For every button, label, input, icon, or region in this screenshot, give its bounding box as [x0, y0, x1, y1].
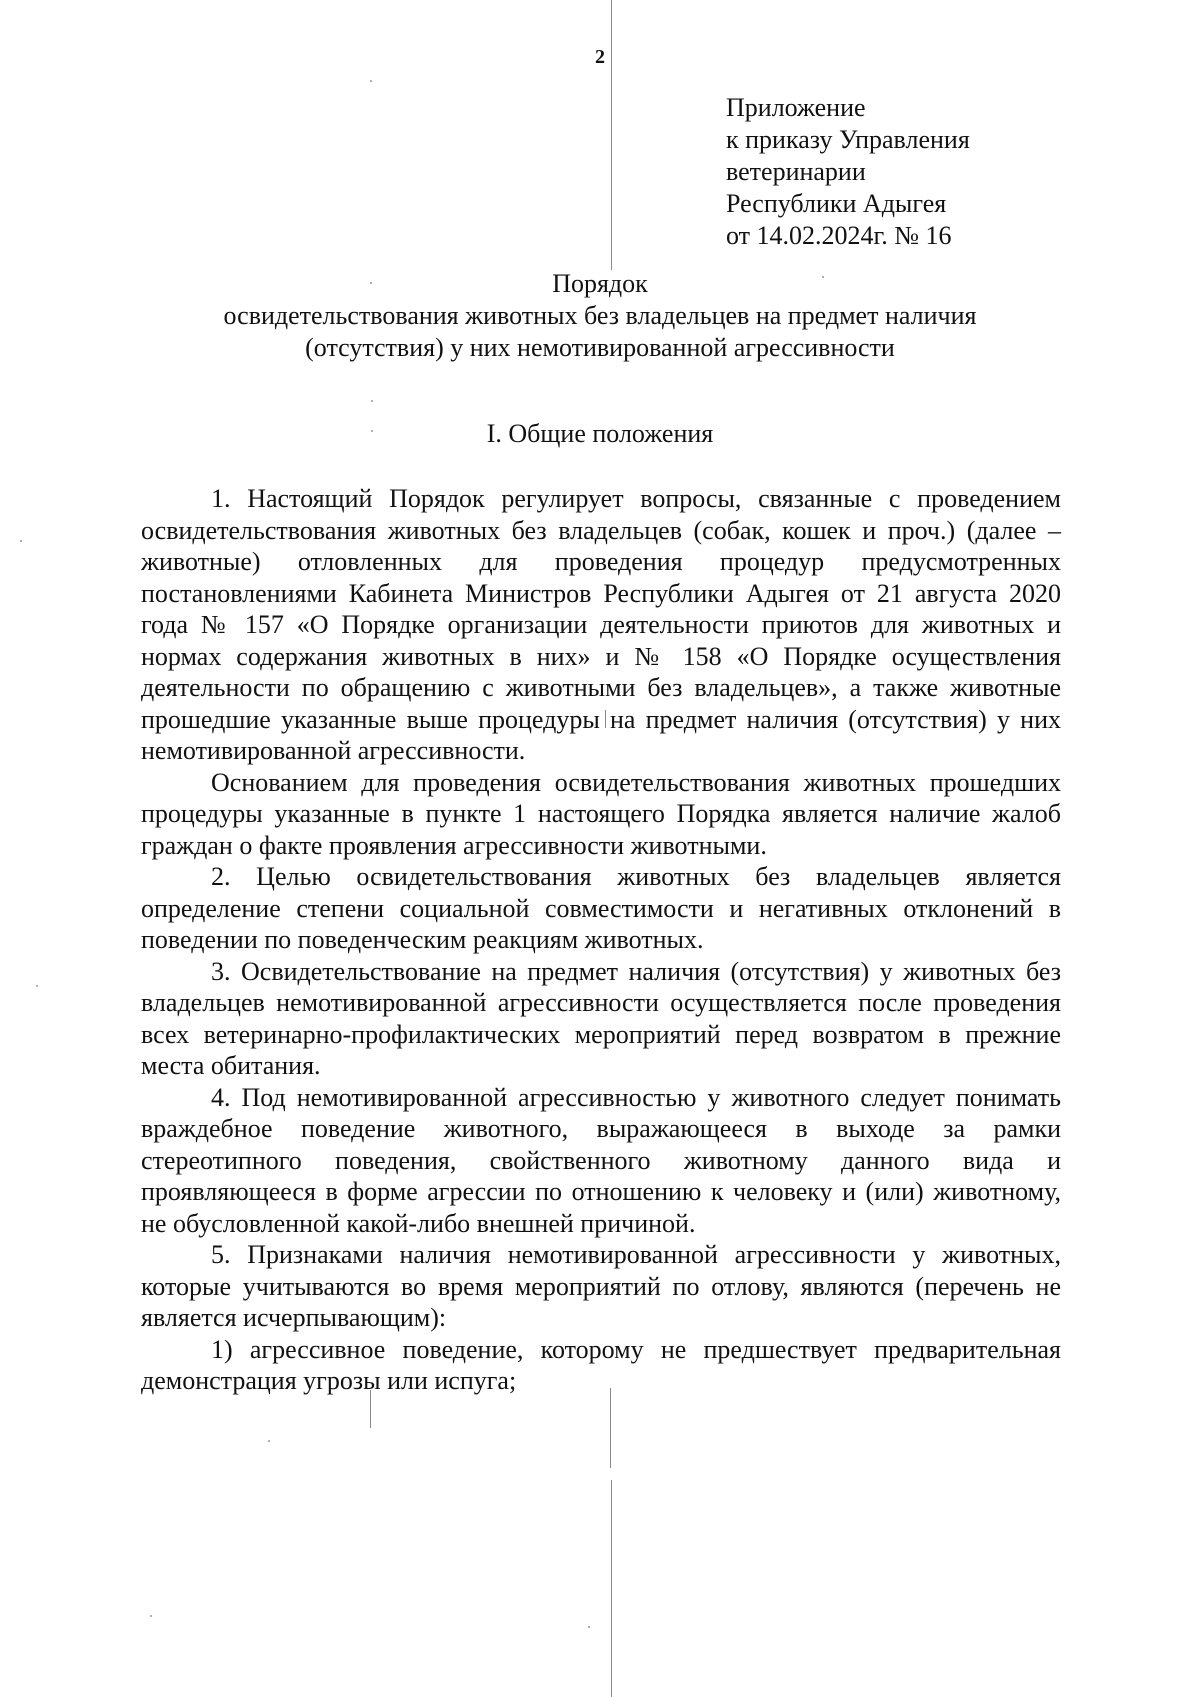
scan-dot [588, 1626, 590, 1628]
page-number: 2 [595, 46, 605, 68]
scan-dot [371, 400, 373, 402]
document-body [141, 483, 1061, 1397]
section-heading: I. Общие положения [486, 419, 714, 448]
title-line: Порядок [552, 269, 648, 298]
paragraph-basis: Основанием для проведения освидетельствования животных прошедших процедуры указанные в пункте 1 настоящего Порядка является наличие жалоб граждан о факте проявления агрессивности животными. [141, 767, 1061, 860]
appendix-line: Республики Адыгея [726, 189, 947, 218]
paragraph-5-item-1: 1) агрессивное поведение, которому не предшествует предварительная демонстрация угрозы или испуга; [141, 1334, 1061, 1395]
scan-line [611, 0, 612, 270]
title-line: освидетельствования животных без владельцев на предмет наличия [223, 301, 977, 330]
paragraph-2: 2. Целью освидетельствования животных без владельцев является определение степени социальной совместимости и негативных отклонений в поведении по поведенческим реакциям животных. [141, 862, 1061, 954]
scan-dot [20, 540, 22, 542]
paragraph-5: 5. Признаками наличия немотивированной агрессивности у животных, которые учитываются во время мероприятий по отлову, являются (перечень не является исчерпывающим): [141, 1240, 1061, 1332]
paragraph-4: 4. Под немотивированной агрессивностью у животного следует понимать враждебное поведение животного, выражающееся в выходе за рамки стереотипного поведения, свойственного животному данного вида и проявляющееся в форме агрессии по отношению к человеку и (или) животному, не обусловленной какой-либо внешней причиной. [141, 1082, 1061, 1238]
appendix-note [726, 92, 970, 252]
paragraph-3: 3. Освидетельствование на предмет наличия (отсутствия) у животных без владельцев немотивированной агрессивности осуществляется после проведения всех ветеринарно-профилактических мероприятий перед возвратом в прежние места обитания. [141, 956, 1061, 1080]
scan-line [611, 1480, 612, 1697]
appendix-line: к приказу Управления [726, 125, 970, 154]
scan-dot [370, 80, 372, 82]
appendix-line: ветеринарии [726, 157, 866, 186]
appendix-line: Приложение [726, 93, 866, 122]
document-title [140, 268, 1060, 364]
scan-dot [150, 1615, 152, 1617]
title-line: (отсутствия) у них немотивированной агрессивности [305, 333, 895, 362]
scan-line [610, 1388, 611, 1468]
appendix-line: от 14.02.2024г. № 16 [726, 221, 952, 250]
paragraph-1: 1. Настоящий Порядок регулирует вопросы, связанные с проведением освидетельствования животных без владельцев (собак, кошек и проч.) (далее – животные) отловленных для проведения процедур предусмотренных постановлениями Кабинета Министров Республики Адыгея от 21 августа 2020 года № 157 «О Порядке организации деятельности приютов для животных и нормах содержания животных в них» и № 158 «О Порядке осуществления деятельности по обращению с животными без владельцев», а также животные прошедшие указанные выше процедуры на предмет наличия (отсутствия) у них немотивированной агрессивности. [141, 484, 1061, 765]
scan-dot [36, 985, 38, 987]
scan-dot [268, 1440, 270, 1442]
